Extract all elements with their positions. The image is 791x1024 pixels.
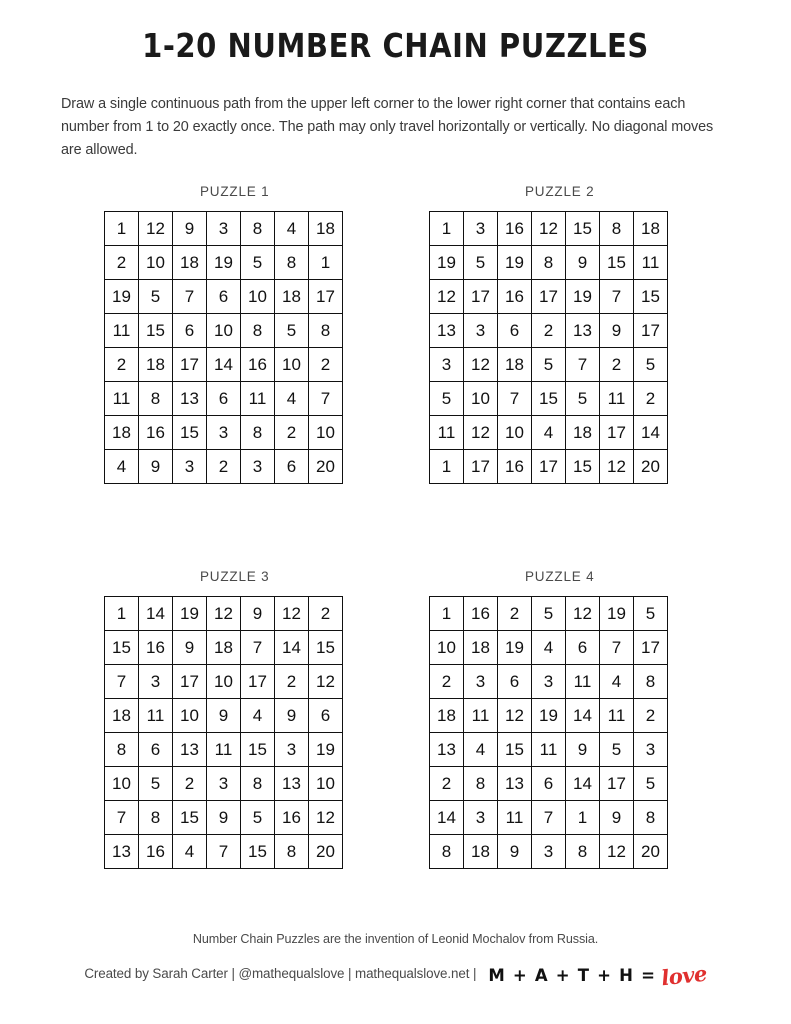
grid-cell[interactable]: 19 xyxy=(566,280,600,314)
grid-row xyxy=(430,733,668,767)
grid-cell[interactable]: 17 xyxy=(173,348,207,382)
grid-cell[interactable]: 20 xyxy=(309,450,343,484)
grid-cell[interactable]: 7 xyxy=(207,835,241,869)
grid-cell[interactable]: 12 xyxy=(532,212,566,246)
grid-cell[interactable]: 7 xyxy=(532,801,566,835)
logo-letters: M + A + T + H = xyxy=(488,966,657,985)
grid-cell[interactable]: 2 xyxy=(430,767,464,801)
grid-cell[interactable]: 5 xyxy=(139,767,173,801)
grid-cell[interactable]: 16 xyxy=(464,597,498,631)
puzzle-label-4: PUZZLE 4 xyxy=(525,569,595,584)
grid-cell[interactable]: 13 xyxy=(173,733,207,767)
puzzle-grid-3[interactable] xyxy=(104,596,343,869)
grid-cell[interactable]: 19 xyxy=(498,631,532,665)
grid-cell[interactable]: 17 xyxy=(532,450,566,484)
grid-cell[interactable]: 12 xyxy=(309,801,343,835)
grid-cell[interactable]: 18 xyxy=(105,416,139,450)
grid-cell[interactable]: 2 xyxy=(634,699,668,733)
grid-cell[interactable]: 15 xyxy=(173,416,207,450)
grid-cell[interactable]: 18 xyxy=(173,246,207,280)
grid-cell[interactable]: 14 xyxy=(430,801,464,835)
grid-cell[interactable]: 15 xyxy=(566,212,600,246)
grid-cell[interactable]: 8 xyxy=(275,835,309,869)
grid-cell[interactable]: 10 xyxy=(241,280,275,314)
grid-cell[interactable]: 17 xyxy=(309,280,343,314)
grid-cell[interactable]: 7 xyxy=(173,280,207,314)
grid-cell[interactable]: 16 xyxy=(275,801,309,835)
grid-row xyxy=(105,801,343,835)
puzzle-label-3: PUZZLE 3 xyxy=(200,569,270,584)
grid-cell[interactable]: 12 xyxy=(498,699,532,733)
grid-row xyxy=(430,450,668,484)
grid-cell[interactable]: 3 xyxy=(207,416,241,450)
grid-cell[interactable]: 5 xyxy=(241,246,275,280)
grid-cell[interactable]: 2 xyxy=(275,665,309,699)
grid-cell[interactable]: 10 xyxy=(464,382,498,416)
grid-cell[interactable]: 8 xyxy=(600,212,634,246)
puzzle-label-1: PUZZLE 1 xyxy=(200,184,270,199)
grid-row xyxy=(430,416,668,450)
grid-cell[interactable]: 6 xyxy=(498,665,532,699)
grid-cell[interactable]: 18 xyxy=(498,348,532,382)
grid-cell[interactable]: 11 xyxy=(566,665,600,699)
grid-cell[interactable]: 7 xyxy=(105,801,139,835)
grid-row xyxy=(105,733,343,767)
grid-cell[interactable]: 11 xyxy=(600,382,634,416)
grid-row xyxy=(430,699,668,733)
instructions-text: Draw a single continuous path from the upper left corner to the lower right corner that contains each number from 1 to 20 exactly once. The path may only travel horizontally or vertically. No diagonal moves are allowed. xyxy=(61,96,714,158)
grid-cell[interactable]: 10 xyxy=(498,416,532,450)
grid-cell[interactable]: 12 xyxy=(566,597,600,631)
grid-row xyxy=(105,416,343,450)
puzzle-grid-4[interactable] xyxy=(429,596,668,869)
grid-row xyxy=(105,597,343,631)
grid-cell[interactable]: 5 xyxy=(634,767,668,801)
grid-cell[interactable]: 8 xyxy=(275,246,309,280)
grid-cell[interactable]: 10 xyxy=(207,665,241,699)
grid-cell[interactable]: 19 xyxy=(600,597,634,631)
grid-cell[interactable]: 3 xyxy=(532,665,566,699)
grid-row xyxy=(430,597,668,631)
grid-cell[interactable]: 6 xyxy=(532,767,566,801)
puzzle-block-3 xyxy=(104,569,343,869)
grid-cell[interactable]: 8 xyxy=(532,246,566,280)
grid-cell[interactable]: 3 xyxy=(464,801,498,835)
grid-row xyxy=(430,665,668,699)
grid-cell[interactable]: 6 xyxy=(207,280,241,314)
puzzle-label-2: PUZZLE 2 xyxy=(525,184,595,199)
grid-cell[interactable]: 1 xyxy=(430,597,464,631)
grid-cell[interactable]: 15 xyxy=(600,246,634,280)
grid-cell[interactable]: 2 xyxy=(600,348,634,382)
grid-cell[interactable]: 8 xyxy=(464,767,498,801)
grid-cell[interactable]: 16 xyxy=(498,450,532,484)
grid-cell[interactable]: 2 xyxy=(207,450,241,484)
grid-cell[interactable]: 2 xyxy=(105,246,139,280)
grid-cell[interactable]: 4 xyxy=(105,450,139,484)
grid-cell[interactable]: 5 xyxy=(430,382,464,416)
grid-row xyxy=(105,382,343,416)
grid-cell[interactable]: 11 xyxy=(241,382,275,416)
grid-row xyxy=(105,246,343,280)
grid-cell[interactable]: 9 xyxy=(566,246,600,280)
grid-cell[interactable]: 9 xyxy=(600,314,634,348)
grid-cell[interactable]: 3 xyxy=(464,212,498,246)
grid-cell[interactable]: 7 xyxy=(498,382,532,416)
grid-row xyxy=(430,835,668,869)
grid-cell[interactable]: 5 xyxy=(634,597,668,631)
grid-cell[interactable]: 8 xyxy=(241,212,275,246)
grid-cell[interactable]: 6 xyxy=(139,733,173,767)
grid-cell[interactable]: 7 xyxy=(600,631,634,665)
grid-cell[interactable]: 11 xyxy=(105,382,139,416)
grid-cell[interactable]: 7 xyxy=(566,348,600,382)
attribution-text: Number Chain Puzzles are the invention of Leonid Mochalov from Russia. xyxy=(192,932,599,946)
grid-cell[interactable]: 13 xyxy=(105,835,139,869)
grid-cell[interactable]: 18 xyxy=(275,280,309,314)
grid-cell[interactable]: 5 xyxy=(600,733,634,767)
grid-cell[interactable]: 8 xyxy=(139,382,173,416)
grid-cell[interactable]: 8 xyxy=(309,314,343,348)
grid-cell[interactable]: 5 xyxy=(275,314,309,348)
grid-cell[interactable]: 12 xyxy=(464,348,498,382)
grid-cell[interactable]: 20 xyxy=(309,835,343,869)
grid-cell[interactable]: 6 xyxy=(173,314,207,348)
grid-row xyxy=(430,631,668,665)
grid-cell[interactable]: 18 xyxy=(566,416,600,450)
grid-cell[interactable]: 13 xyxy=(498,767,532,801)
grid-row xyxy=(430,212,668,246)
grid-cell[interactable]: 2 xyxy=(498,597,532,631)
grid-cell[interactable]: 1 xyxy=(430,212,464,246)
grid-cell[interactable]: 1 xyxy=(566,801,600,835)
grid-cell[interactable]: 6 xyxy=(566,631,600,665)
credit-row xyxy=(0,960,791,991)
grid-cell[interactable]: 15 xyxy=(241,835,275,869)
grid-cell[interactable]: 3 xyxy=(207,212,241,246)
grid-cell[interactable]: 9 xyxy=(139,450,173,484)
grid-cell[interactable]: 16 xyxy=(139,835,173,869)
grid-cell[interactable]: 15 xyxy=(634,280,668,314)
grid-cell[interactable]: 17 xyxy=(173,665,207,699)
page-title: 1-20 NUMBER CHAIN PUZZLES xyxy=(142,26,649,65)
grid-cell[interactable]: 20 xyxy=(634,450,668,484)
grid-cell[interactable]: 9 xyxy=(241,597,275,631)
grid-cell[interactable]: 17 xyxy=(634,631,668,665)
grid-cell[interactable]: 8 xyxy=(241,416,275,450)
grid-cell[interactable]: 12 xyxy=(464,416,498,450)
grid-cell[interactable]: 6 xyxy=(207,382,241,416)
grid-cell[interactable]: 10 xyxy=(173,699,207,733)
grid-cell[interactable]: 10 xyxy=(309,416,343,450)
grid-row xyxy=(430,314,668,348)
grid-cell[interactable]: 12 xyxy=(207,597,241,631)
grid-cell[interactable]: 14 xyxy=(634,416,668,450)
puzzle-grid-1[interactable] xyxy=(104,211,343,484)
grid-cell[interactable]: 4 xyxy=(532,631,566,665)
grid-cell[interactable]: 16 xyxy=(139,631,173,665)
grid-cell[interactable]: 3 xyxy=(275,733,309,767)
grid-row xyxy=(105,767,343,801)
grid-cell[interactable]: 12 xyxy=(600,450,634,484)
grid-cell[interactable]: 12 xyxy=(309,665,343,699)
grid-cell[interactable]: 3 xyxy=(241,450,275,484)
grid-cell[interactable]: 18 xyxy=(464,835,498,869)
grid-row xyxy=(105,212,343,246)
grid-cell[interactable]: 8 xyxy=(634,665,668,699)
grid-cell[interactable]: 17 xyxy=(464,280,498,314)
grid-cell[interactable]: 5 xyxy=(634,348,668,382)
grid-cell[interactable]: 11 xyxy=(105,314,139,348)
grid-cell[interactable]: 12 xyxy=(275,597,309,631)
grid-cell[interactable]: 3 xyxy=(532,835,566,869)
grid-cell[interactable]: 9 xyxy=(600,801,634,835)
grid-cell[interactable]: 4 xyxy=(241,699,275,733)
grid-cell[interactable]: 6 xyxy=(498,314,532,348)
puzzle-grid-2[interactable] xyxy=(429,211,668,484)
grid-cell[interactable]: 11 xyxy=(600,699,634,733)
grid-cell[interactable]: 15 xyxy=(105,631,139,665)
grid-cell[interactable]: 10 xyxy=(275,348,309,382)
grid-cell[interactable]: 18 xyxy=(105,699,139,733)
grid-cell[interactable]: 17 xyxy=(241,665,275,699)
grid-cell[interactable]: 1 xyxy=(430,450,464,484)
grid-cell[interactable]: 1 xyxy=(309,246,343,280)
mathequalslove-logo xyxy=(488,960,709,991)
grid-cell[interactable]: 17 xyxy=(634,314,668,348)
credit-text: Created by Sarah Carter | @mathequalslove | mathequalslove.net | xyxy=(84,966,477,981)
grid-cell[interactable]: 9 xyxy=(207,699,241,733)
grid-cell[interactable]: 8 xyxy=(105,733,139,767)
grid-cell[interactable]: 1 xyxy=(105,212,139,246)
grid-cell[interactable]: 18 xyxy=(139,348,173,382)
grid-cell[interactable]: 7 xyxy=(241,631,275,665)
grid-row xyxy=(105,631,343,665)
grid-cell[interactable]: 9 xyxy=(173,212,207,246)
grid-cell[interactable]: 12 xyxy=(430,280,464,314)
grid-cell[interactable]: 19 xyxy=(207,246,241,280)
grid-cell[interactable]: 18 xyxy=(464,631,498,665)
grid-cell[interactable]: 12 xyxy=(139,212,173,246)
puzzle-block-2 xyxy=(429,184,668,484)
grid-cell[interactable]: 13 xyxy=(566,314,600,348)
grid-cell[interactable]: 10 xyxy=(309,767,343,801)
grid-cell[interactable]: 7 xyxy=(309,382,343,416)
grid-cell[interactable]: 18 xyxy=(634,212,668,246)
grid-cell[interactable]: 11 xyxy=(139,699,173,733)
grid-cell[interactable]: 19 xyxy=(430,246,464,280)
grid-cell[interactable]: 10 xyxy=(430,631,464,665)
grid-cell[interactable]: 19 xyxy=(532,699,566,733)
grid-cell[interactable]: 15 xyxy=(241,733,275,767)
grid-cell[interactable]: 9 xyxy=(173,631,207,665)
grid-cell[interactable]: 8 xyxy=(634,801,668,835)
grid-cell[interactable]: 9 xyxy=(566,733,600,767)
grid-cell[interactable]: 8 xyxy=(139,801,173,835)
grid-cell[interactable]: 18 xyxy=(430,699,464,733)
grid-cell[interactable]: 12 xyxy=(600,835,634,869)
grid-cell[interactable]: 15 xyxy=(309,631,343,665)
grid-cell[interactable]: 2 xyxy=(309,597,343,631)
grid-cell[interactable]: 11 xyxy=(532,733,566,767)
grid-cell[interactable]: 15 xyxy=(173,801,207,835)
grid-cell[interactable]: 16 xyxy=(498,280,532,314)
grid-row xyxy=(430,801,668,835)
grid-cell[interactable]: 13 xyxy=(430,314,464,348)
grid-cell[interactable]: 4 xyxy=(275,212,309,246)
grid-cell[interactable]: 5 xyxy=(241,801,275,835)
grid-cell[interactable]: 11 xyxy=(464,699,498,733)
grid-cell[interactable]: 13 xyxy=(430,733,464,767)
grid-cell[interactable]: 7 xyxy=(600,280,634,314)
grid-cell[interactable]: 5 xyxy=(566,382,600,416)
grid-cell[interactable]: 16 xyxy=(498,212,532,246)
grid-cell[interactable]: 19 xyxy=(173,597,207,631)
grid-cell[interactable]: 14 xyxy=(566,699,600,733)
grid-cell[interactable]: 5 xyxy=(532,597,566,631)
grid-cell[interactable]: 19 xyxy=(105,280,139,314)
grid-cell[interactable]: 6 xyxy=(309,699,343,733)
grid-cell[interactable]: 20 xyxy=(634,835,668,869)
grid-cell[interactable]: 3 xyxy=(464,665,498,699)
grid-cell[interactable]: 9 xyxy=(207,801,241,835)
grid-cell[interactable]: 17 xyxy=(600,767,634,801)
grid-cell[interactable]: 10 xyxy=(105,767,139,801)
puzzle-block-1 xyxy=(104,184,343,484)
grid-cell[interactable]: 15 xyxy=(498,733,532,767)
grid-cell[interactable]: 2 xyxy=(275,416,309,450)
grid-row xyxy=(105,348,343,382)
grid-cell[interactable]: 19 xyxy=(309,733,343,767)
grid-cell[interactable]: 16 xyxy=(139,416,173,450)
grid-cell[interactable]: 4 xyxy=(464,733,498,767)
grid-row xyxy=(105,314,343,348)
grid-cell[interactable]: 17 xyxy=(600,416,634,450)
grid-cell[interactable]: 3 xyxy=(207,767,241,801)
grid-cell[interactable]: 6 xyxy=(275,450,309,484)
grid-cell[interactable]: 14 xyxy=(566,767,600,801)
grid-cell[interactable]: 4 xyxy=(532,416,566,450)
grid-cell[interactable]: 15 xyxy=(532,382,566,416)
grid-row xyxy=(430,246,668,280)
grid-cell[interactable]: 14 xyxy=(275,631,309,665)
grid-cell[interactable]: 4 xyxy=(275,382,309,416)
grid-cell[interactable]: 11 xyxy=(207,733,241,767)
grid-cell[interactable]: 8 xyxy=(241,767,275,801)
grid-cell[interactable]: 11 xyxy=(634,246,668,280)
grid-cell[interactable]: 3 xyxy=(430,348,464,382)
grid-cell[interactable]: 14 xyxy=(207,348,241,382)
grid-cell[interactable]: 7 xyxy=(105,665,139,699)
grid-cell[interactable]: 3 xyxy=(139,665,173,699)
grid-cell[interactable]: 13 xyxy=(275,767,309,801)
grid-cell[interactable]: 2 xyxy=(105,348,139,382)
grid-cell[interactable]: 2 xyxy=(173,767,207,801)
grid-cell[interactable]: 15 xyxy=(566,450,600,484)
grid-cell[interactable]: 5 xyxy=(532,348,566,382)
grid-cell[interactable]: 15 xyxy=(139,314,173,348)
grid-cell[interactable]: 3 xyxy=(634,733,668,767)
grid-cell[interactable]: 2 xyxy=(430,665,464,699)
grid-row xyxy=(430,348,668,382)
grid-cell[interactable]: 4 xyxy=(173,835,207,869)
grid-cell[interactable]: 10 xyxy=(207,314,241,348)
grid-cell[interactable]: 8 xyxy=(430,835,464,869)
grid-row xyxy=(105,280,343,314)
grid-cell[interactable]: 11 xyxy=(430,416,464,450)
grid-cell[interactable]: 1 xyxy=(105,597,139,631)
grid-cell[interactable]: 5 xyxy=(139,280,173,314)
grid-cell[interactable]: 19 xyxy=(498,246,532,280)
grid-row xyxy=(430,382,668,416)
grid-row xyxy=(105,699,343,733)
grid-cell[interactable]: 9 xyxy=(275,699,309,733)
puzzle-block-4 xyxy=(429,569,668,869)
grid-cell[interactable]: 17 xyxy=(532,280,566,314)
grid-cell[interactable]: 5 xyxy=(464,246,498,280)
grid-cell[interactable]: 3 xyxy=(173,450,207,484)
grid-cell[interactable]: 11 xyxy=(498,801,532,835)
grid-cell[interactable]: 4 xyxy=(600,665,634,699)
grid-cell[interactable]: 3 xyxy=(464,314,498,348)
grid-cell[interactable]: 18 xyxy=(207,631,241,665)
grid-row xyxy=(105,450,343,484)
grid-cell[interactable]: 8 xyxy=(241,314,275,348)
grid-row xyxy=(105,665,343,699)
grid-row xyxy=(430,280,668,314)
grid-row xyxy=(105,835,343,869)
grid-cell[interactable]: 2 xyxy=(309,348,343,382)
grid-cell[interactable]: 2 xyxy=(532,314,566,348)
grid-row xyxy=(430,767,668,801)
grid-cell[interactable]: 18 xyxy=(309,212,343,246)
grid-cell[interactable]: 9 xyxy=(498,835,532,869)
grid-cell[interactable]: 13 xyxy=(173,382,207,416)
grid-cell[interactable]: 14 xyxy=(139,597,173,631)
grid-cell[interactable]: 8 xyxy=(566,835,600,869)
logo-love-script: love xyxy=(660,960,709,991)
grid-cell[interactable]: 17 xyxy=(464,450,498,484)
grid-cell[interactable]: 2 xyxy=(634,382,668,416)
grid-cell[interactable]: 16 xyxy=(241,348,275,382)
grid-cell[interactable]: 10 xyxy=(139,246,173,280)
